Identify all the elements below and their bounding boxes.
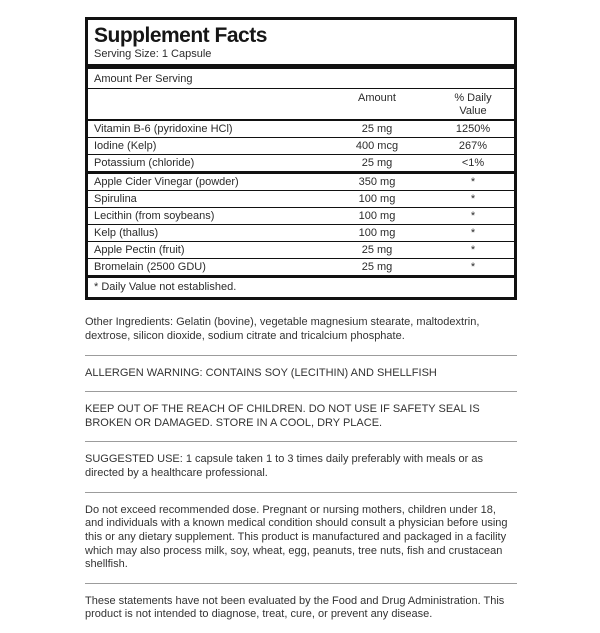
info-sections [85,316,517,633]
ingredient-daily-value: 1250% [455,123,491,136]
ingredient-daily-value: * [470,261,476,274]
dose-caution-text: Do not exceed recommended dose. Pregnant or nursing mothers, children under 18, and individuals with a known medical condition should consult a physician before using this or any dietary supplement. This product is manufactured and packaged in a facility which may also process milk, soy, wheat, egg, peanuts, tree nuts, fish and crustacean shellfish. [85,503,508,571]
ingredient-name: Potassium (chloride) [94,157,195,170]
header-daily-value-line2: Value [459,104,487,117]
ingredient-name: Apple Cider Vinegar (powder) [94,176,239,189]
ingredient-name: Bromelain (2500 GDU) [94,261,206,274]
ingredient-row-vitamin-b6 [88,121,514,138]
ingredient-row-apple-cider-vinegar [88,172,514,191]
keep-out-of-reach-text: KEEP OUT OF THE REACH OF CHILDREN. DO NOT USE IF SAFETY SEAL IS BROKEN OR DAMAGED. STORE IN A COOL, DRY PLACE. [85,403,480,429]
panel-title-block [88,20,514,64]
other-ingredients-text: Other Ingredients: Gelatin (bovine), vegetable magnesium stearate, maltodextrin, dextrose, silicon dioxide, sodium citrate and tricalcium phosphate. [85,316,480,342]
ingredient-name: Iodine (Kelp) [94,140,157,153]
ingredient-name: Kelp (thallus) [94,227,159,240]
header-daily-value-line1: % Daily [454,92,492,105]
ingredient-daily-value: * [470,244,476,257]
header-spacer [88,89,322,93]
ingredient-row-kelp [88,225,514,242]
ingredient-row-potassium [88,155,514,172]
ingredient-daily-value: * [470,193,476,206]
ingredient-name: Apple Pectin (fruit) [94,244,185,257]
panel-title: Supplement Facts [94,24,267,47]
ingredient-name: Spirulina [94,193,137,206]
ingredient-daily-value: * [470,227,476,240]
ingredient-amount: 25 mg [361,244,393,257]
ingredient-name: Lecithin (from soybeans) [94,210,215,223]
serving-size: Serving Size: 1 Capsule [94,48,212,61]
ingredient-row-iodine [88,138,514,155]
ingredient-amount: 350 mg [358,176,396,189]
ingredient-amount: 100 mg [358,227,396,240]
ingredient-amount: 25 mg [361,261,393,274]
ingredient-daily-value: 267% [458,140,488,153]
ingredient-name: Vitamin B-6 (pyridoxine HCl) [94,123,233,136]
ingredient-amount: 25 mg [361,157,393,170]
label-content [85,17,517,633]
header-daily-value [432,89,514,119]
amount-per-serving-label: Amount Per Serving [88,69,514,89]
ingredient-daily-value: * [470,210,476,223]
daily-value-footnote: * Daily Value not established. [88,276,514,297]
ingredient-daily-value: <1% [461,157,485,170]
ingredient-row-spirulina [88,191,514,208]
ingredient-amount: 25 mg [361,123,393,136]
ingredient-row-apple-pectin [88,242,514,259]
ingredient-row-lecithin [88,208,514,225]
header-amount: Amount [358,92,396,105]
supplement-facts-panel [85,17,517,300]
ingredient-amount: 400 mcg [355,140,399,153]
table-header-row [88,89,514,121]
fda-disclaimer-text: These statements have not been evaluated by the Food and Drug Administration. This product is not intended to diagnose, treat, cure, or prevent any disease. [85,594,505,621]
ingredient-daily-value: * [470,176,476,189]
suggested-use-text: SUGGESTED USE: 1 capsule taken 1 to 3 times daily preferably with meals or as directed by a healthcare professional. [85,453,483,480]
ingredient-amount: 100 mg [358,210,396,223]
ingredient-amount: 100 mg [358,193,396,206]
ingredient-row-bromelain [88,259,514,276]
allergen-warning-text: ALLERGEN WARNING: CONTAINS SOY (LECITHIN) AND SHELLFISH [85,366,437,379]
